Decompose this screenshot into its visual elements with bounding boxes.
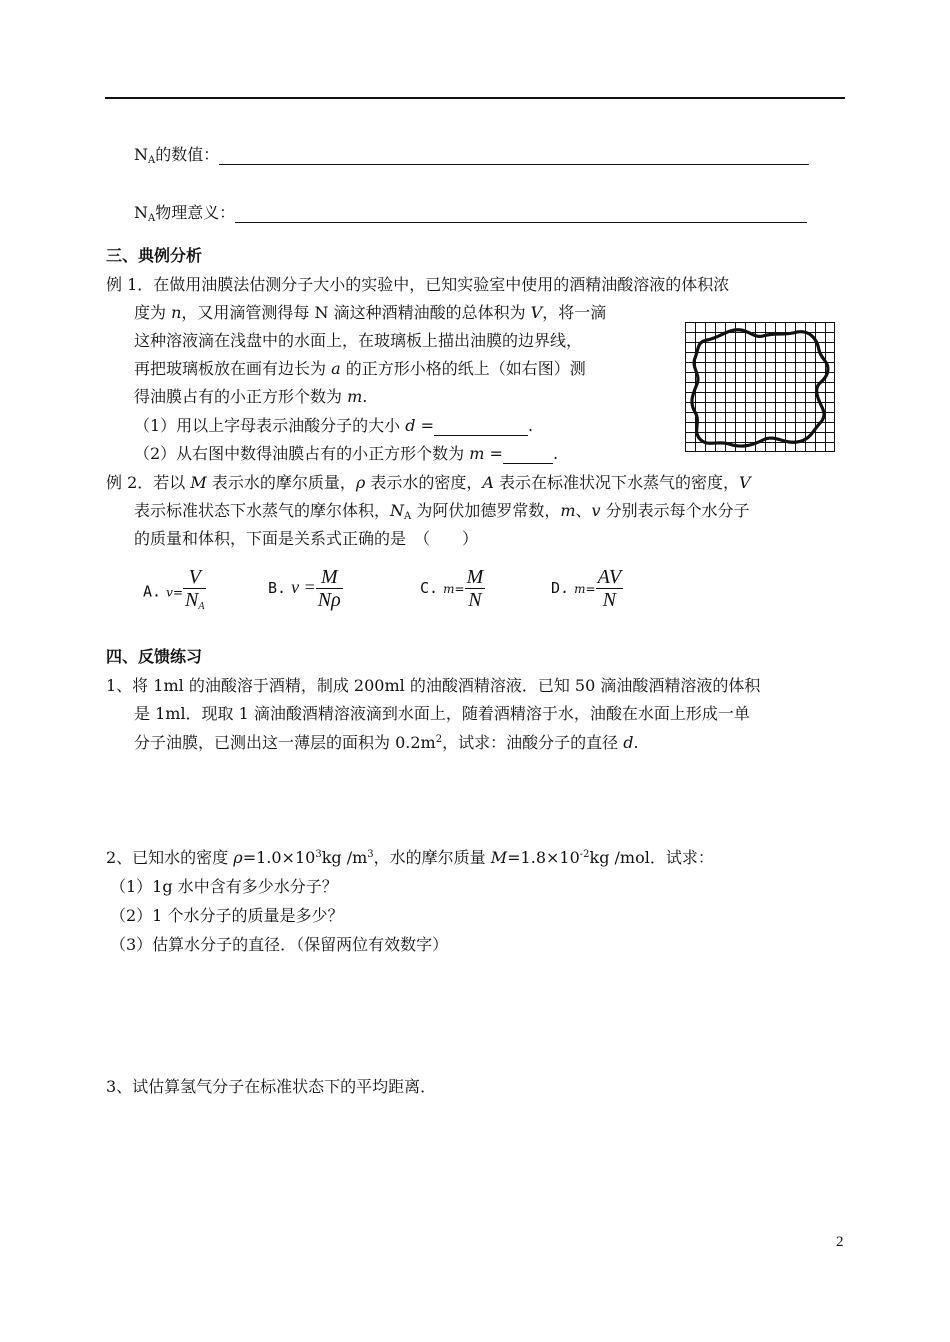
text: 分别表示每个水分子 — [600, 501, 750, 520]
ex2-line2 — [134, 498, 750, 522]
text: ，试求：油酸分子的直径 — [442, 733, 624, 752]
var-m: m — [469, 444, 485, 463]
text: =1.8×10 — [507, 848, 580, 867]
den-sub: A — [198, 601, 205, 612]
na-meaning-line — [134, 200, 807, 224]
var-V: V — [530, 303, 543, 322]
option-label: B. — [268, 579, 287, 597]
text: ，又用滴管测得每 N 滴这种酒精油酸的总体积为 — [181, 303, 531, 322]
var-d: d — [405, 416, 416, 435]
text: kg /mol．试求： — [589, 848, 714, 867]
option-label: A. — [143, 582, 162, 601]
p2-q2: （2）1 个水分子的质量是多少？ — [110, 906, 344, 925]
var-rho: ρ — [233, 848, 243, 867]
var-m: m — [347, 387, 363, 406]
p3-line1: 3、试估算氢气分子在标准状态下的平均距离． — [106, 1077, 437, 1096]
option-label: D. — [551, 579, 570, 597]
section3-title: 三、典例分析 — [106, 246, 203, 265]
oil-film-grid-figure — [685, 322, 835, 452]
na-meaning-label: 物理意义： — [155, 203, 236, 222]
ex1-line4 — [134, 356, 586, 379]
section4-title: 四、反馈练习 — [106, 647, 203, 666]
text: 表示标准状态下水蒸气的摩尔体积， — [134, 501, 391, 520]
text: . — [528, 416, 534, 435]
option-lhs: v= — [166, 585, 183, 600]
p2-q3: （3）估算水分子的直径．（保留两位有效数字） — [110, 935, 449, 954]
option-lhs: m= — [443, 582, 465, 596]
text: （1）用以上字母表示油酸分子的大小 — [134, 416, 406, 435]
option-lhs: v = — [291, 577, 316, 597]
text: . — [633, 733, 639, 752]
na-sub: A — [148, 213, 156, 224]
var-v: v — [591, 501, 601, 520]
ex2-line1 — [106, 470, 751, 493]
text: 2、已知水的密度 — [106, 848, 234, 867]
var-n: n — [171, 303, 182, 322]
p1-line2: 是 1ml．现取 1 滴油酸酒精溶液滴到水面上，随着酒精溶于水，油酸在水面上形成一单 — [134, 704, 750, 723]
q1-blank[interactable] — [434, 416, 528, 436]
text: 表示水的摩尔质量， — [206, 473, 356, 492]
numerator: AV — [597, 566, 622, 588]
denominator: N — [468, 589, 482, 611]
text: = — [484, 444, 503, 463]
na-sub: A — [148, 155, 156, 166]
fraction — [183, 566, 206, 618]
sup: 2 — [435, 734, 443, 745]
denominator — [183, 589, 206, 618]
oil-film-boundary — [692, 330, 828, 446]
option-d[interactable] — [551, 566, 623, 611]
na-meaning-blank[interactable] — [235, 203, 807, 223]
option-a[interactable] — [143, 566, 206, 618]
p1-line1: 1、将 1ml 的油酸溶于酒精，制成 200ml 的油酸酒精溶液．已知 50 滴油酸酒精溶液的体积 — [106, 676, 761, 695]
ex1-line1: 例 1．在做用油膜法估测分子大小的实验中，已知实验室中使用的酒精油酸溶液的体积浓 — [106, 275, 730, 294]
ex1-line2 — [134, 300, 606, 323]
denominator: N — [602, 589, 616, 611]
denominator: Nρ — [317, 589, 341, 611]
var-NA: N — [390, 501, 405, 520]
text: 表示水的密度， — [365, 473, 483, 492]
var-M: M — [490, 848, 508, 867]
text: = — [415, 416, 435, 435]
text: 分子油膜，已测出这一薄层的面积为 0.2m — [134, 733, 436, 752]
fraction — [465, 566, 486, 611]
text: 度为 — [134, 303, 172, 322]
q2-blank[interactable] — [503, 444, 553, 464]
ex1-q1 — [134, 413, 533, 436]
var-rho: ρ — [355, 473, 366, 492]
text: . — [552, 444, 559, 463]
na-letter: N — [134, 203, 148, 222]
var-m: m — [560, 501, 576, 520]
ex2-line3: 的质量和体积，下面是关系式正确的是 （ ） — [134, 529, 479, 548]
page-number: 2 — [836, 1234, 844, 1250]
fraction — [596, 566, 623, 611]
text: . — [362, 387, 368, 406]
text: kg /m — [321, 848, 368, 867]
option-b[interactable] — [268, 566, 343, 611]
p2-line1 — [106, 845, 714, 868]
na-value-label: 的数值： — [155, 145, 220, 164]
na-value-blank[interactable] — [219, 145, 809, 165]
text: 再把玻璃板放在画有边长为 — [134, 359, 332, 378]
sup: 3 — [315, 849, 322, 860]
den-text: N — [185, 589, 199, 611]
p2-q1: （1）1g 水中含有多少水分子？ — [110, 877, 338, 896]
ex1-q2 — [134, 441, 558, 464]
text: （2）从右图中数得油膜占有的小正方形个数为 — [134, 444, 470, 463]
text: 、 — [575, 501, 592, 520]
fraction — [316, 566, 343, 611]
na-value-line — [134, 142, 809, 166]
text: 为阿伏加德罗常数， — [411, 501, 561, 520]
numerator: V — [183, 566, 206, 589]
text: 例 2．若以 — [106, 473, 191, 492]
option-c[interactable] — [420, 566, 485, 611]
var-V: V — [739, 473, 751, 492]
text: 的正方形小格的纸上（如右图）测 — [340, 359, 586, 378]
var-M: M — [190, 473, 207, 492]
var-NA-sub: A — [404, 511, 412, 522]
sup: -2 — [579, 849, 590, 860]
option-label: C. — [420, 579, 439, 597]
var-a: a — [331, 359, 341, 378]
ex1-line5 — [134, 384, 367, 407]
p1-line3 — [134, 730, 639, 753]
text: =1.0×10 — [242, 848, 316, 867]
ex1-line3: 这种溶液滴在浅盘中的水面上，在玻璃板上描出油膜的边界线， — [134, 331, 583, 350]
sup: 3 — [367, 849, 374, 860]
na-letter: N — [134, 145, 148, 164]
text: ，水的摩尔质量 — [373, 848, 491, 867]
var-d: d — [623, 733, 634, 752]
numerator: M — [316, 566, 343, 589]
numerator: M — [466, 566, 484, 588]
text: ，将一滴 — [542, 303, 607, 322]
option-lhs: m= — [574, 582, 596, 596]
text: 得油膜占有的小正方形个数为 — [134, 387, 348, 406]
var-A: A — [482, 473, 494, 492]
text: 表示在标准状况下水蒸气的密度， — [493, 473, 739, 492]
header-rule — [105, 97, 845, 99]
